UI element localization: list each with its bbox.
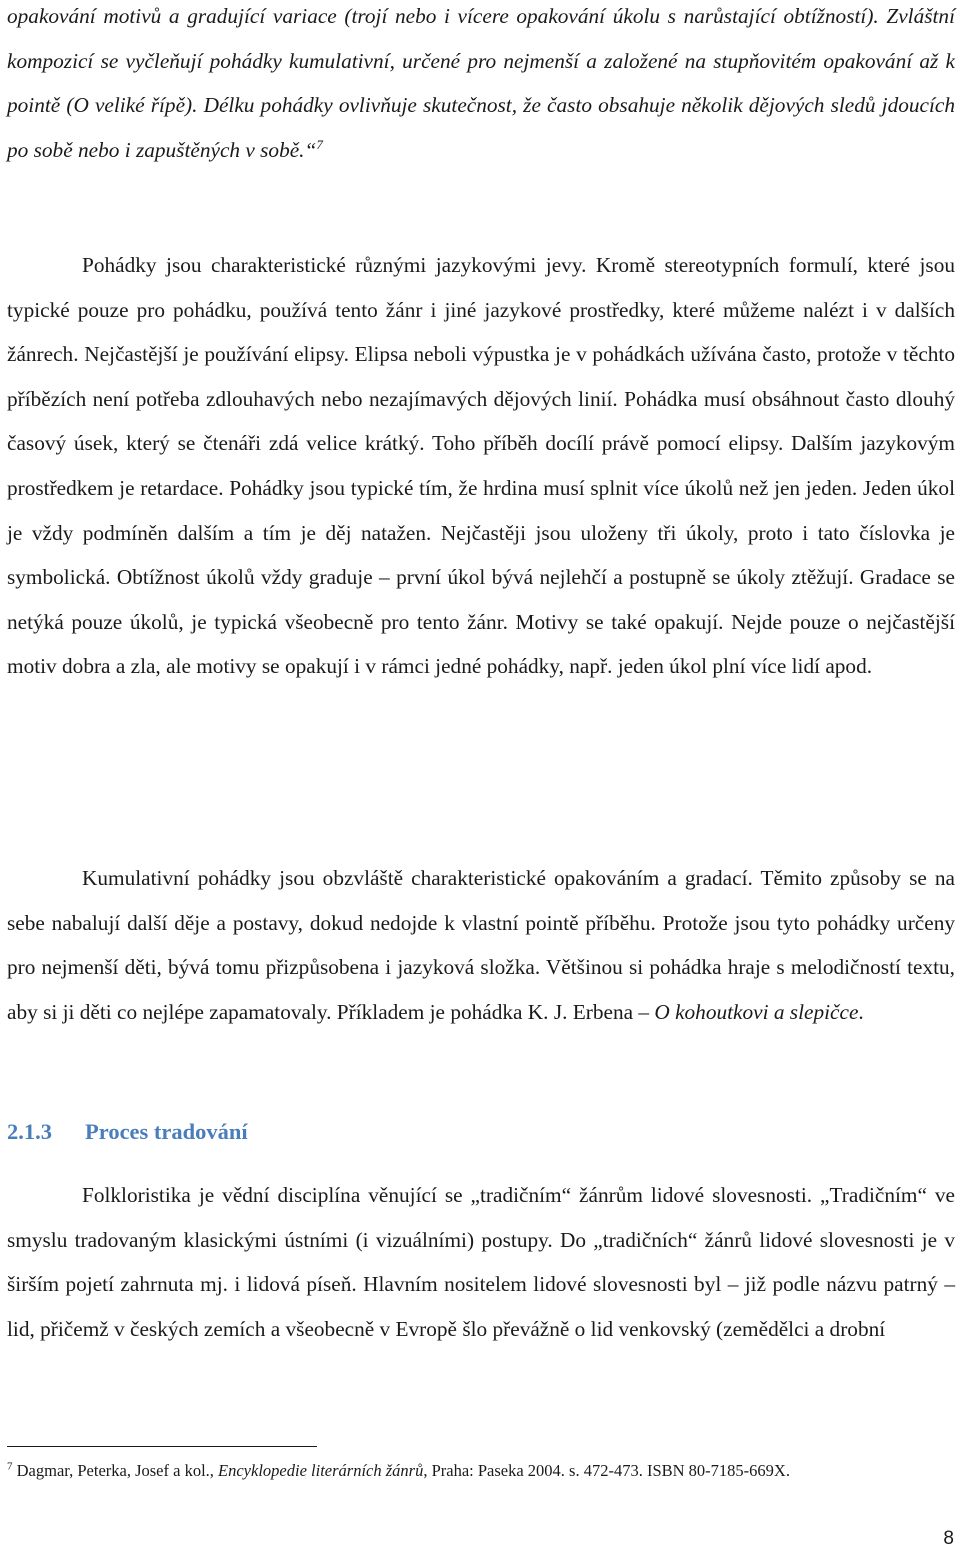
paragraph-folkloristics: Folkloristika je vědní disciplína věnující se „tradičním“ žánrům lidové slovesnosti. „Tradičním“ ve smyslu tradovaným klasickými ústními (i vizuálními) postupy. Do „tradičních“ žánrů lidové slovesnosti je v širším pojetí zahrnuta mj. i lidová píseň. Hlavním nositelem lidové slovesnosti byl – již podle názvu patrný – lid, přičemž v českých zemích a všeobecně v Evropě šlo převážně o lid venkovský (zemědělci a drobní — [7, 1183, 955, 1341]
section-number: 2.1.3 — [7, 1119, 52, 1144]
section-heading — [7, 1117, 248, 1147]
paragraph-fairy-tale-composition — [7, 0, 955, 172]
footnote — [7, 1458, 955, 1484]
footnote-reference[interactable]: 7 — [316, 136, 323, 152]
paragraph-cumulative-tales — [7, 856, 955, 1034]
footnote-publication: , Praha: Paseka 2004. s. 472-473. ISBN 80-7185-669X. — [423, 1461, 790, 1480]
paragraph-language-features: Pohádky jsou charakteristické různými jazykovými jevy. Kromě stereotypních formulí, které jsou typické pouze pro pohádku, používá tento žánr i jiné jazykové prostředky, které můžeme nalézt i v dalších žánrech. Nejčastější je používání elipsy. Elipsa neboli výpustka je v pohádkách užívána často, protože v těchto příbězích není potřeba zdlouhavých nebo nezajímavých dějových linií. Pohádka musí obsáhnout často dlouhý časový úsek, který se čtenáři zdá velice krátký. Toho příběh docílí právě pomocí elipsy. Dalším jazykovým prostředkem je retardace. Pohádky jsou typické tím, že hrdina musí splnit více úkolů než jen jeden. Jeden úkol je vždy podmíněn dalším a tím je děj natažen. Nejčastěji jsou uloženy tři úkoly, proto i tato číslovka je symbolická. Obtížnost úkolů vždy graduje – první úkol bývá nejlehčí a postupně se úkoly ztěžují. Gradace se netýká pouze úkolů, je typická všeobecně pro tento žánr. Motivy se také opakují. Nejde pouze o nejčastější motiv dobra a zla, ale motivy se opakují i v rámci jedné pohádky, např. jeden úkol plní více lidí apod. — [7, 253, 955, 679]
section-title: Proces tradování — [85, 1119, 248, 1144]
footnote-authors: Dagmar, Peterka, Josef a kol., — [12, 1461, 219, 1480]
page-number: 8 — [943, 1528, 954, 1549]
footnote-divider — [7, 1446, 317, 1447]
paragraph-text: opakování motivů a gradující variace (trojí nebo i vícere opakování úkolu s narůstající obtížností). Zvláštní kompozicí se vyčleňují pohádky kumulativní, určené pro nejmenší a založené na stupňovitém opakování až k pointě (O veliké řípě). Délku pohádky ovlivňuje skutečnost, že často obsahuje několik dějových sledů jdoucích po sobě nebo i zapuštěných v sobě.“ — [7, 4, 955, 162]
paragraph-end: . — [858, 999, 864, 1024]
footnote-mark: 7 — [7, 1460, 13, 1473]
footnote-title: Encyklopedie literárních žánrů — [218, 1461, 424, 1480]
paragraph-text: Kumulativní pohádky jsou obzvláště charakteristické opakováním a gradací. Těmito způsoby se na sebe nabalují další děje a postavy, dokud nedojde k vlastní pointě příběhu. Protože jsou tyto pohádky určeny pro nejmenší děti, bývá tomu přizpůsobena i jazyková složka. Většinou si pohádka hraje s melodičností textu, aby si ji děti co nejlépe zapamatovaly. Příkladem je pohádka K. J. Erbena – — [7, 866, 955, 1024]
work-title: O kohoutkovi a slepičce — [654, 999, 859, 1024]
